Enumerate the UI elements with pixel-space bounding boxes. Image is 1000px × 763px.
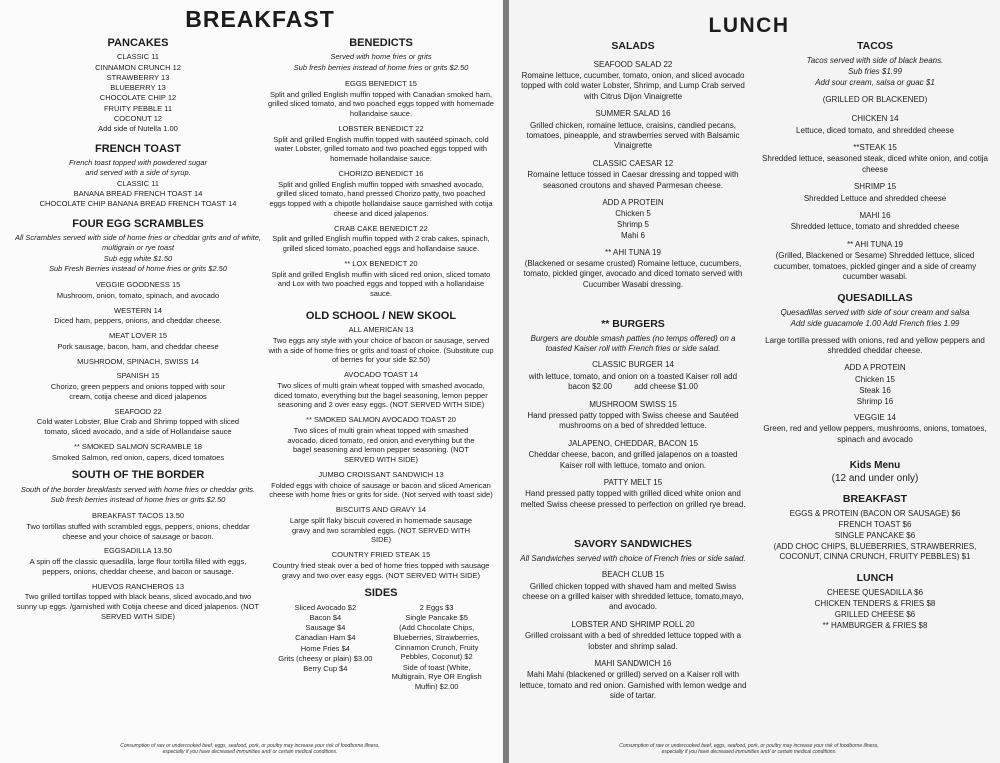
section-note: Sub Fresh Berries instead of home fries or grits $2.50 bbox=[48, 264, 227, 274]
kids-item: GRILLED CHEESE $6 bbox=[834, 609, 916, 619]
lunch-page bbox=[509, 0, 1000, 763]
breakfast-right-column bbox=[268, 30, 494, 692]
item-desc: Lettuce, diced tomato, and shredded cheese bbox=[796, 125, 954, 135]
lunch-footer: Consumption of raw or undercooked beef, eggs, seafood, pork, or poultry may increase your risk of foodborne illness, especially if you have decreased immunities and/ or certain medical conditions. bbox=[619, 743, 879, 755]
item-desc: A spin off the classic quesadilla, large flour tortilla filled with eggs, peppers, onions, cheddar cheese, and bacon or sausage. bbox=[29, 557, 247, 576]
section-note: Served with home fries or grits bbox=[330, 52, 432, 62]
item-desc: Split and grilled English muffin topped with Canadian smoked ham, grilled sliced tomato, and two poached eggs topped with homemade hollandaise sauce. bbox=[268, 89, 494, 119]
item-name: **STEAK 15 bbox=[853, 142, 897, 152]
protein-item: Chicken 5 bbox=[615, 209, 651, 219]
item-name: SUMMER SALAD 16 bbox=[595, 109, 671, 119]
item-desc: Shredded Lettuce and shredded cheese bbox=[803, 193, 947, 203]
section-note: Add sour cream, salsa or guac $1 bbox=[815, 78, 935, 88]
menu-item: COCONUT 12 bbox=[113, 113, 163, 123]
item-name: CHICKEN 14 bbox=[851, 114, 899, 124]
section-note: South of the border breakfasts served with home fries or cheddar grits. bbox=[20, 484, 256, 494]
item-name: ** AHI TUNA 19 bbox=[605, 247, 661, 257]
item-desc: Split and grilled English muffin topped with smashed avocado, grilled sliced tomato, hand pressed Chorizo patty, two poached eggs topped with a chipotle hollandaise sauce garnished with cotija cheese and diced jalapenos. bbox=[269, 179, 493, 218]
lunch-right-column bbox=[757, 34, 993, 632]
tacos-header: TACOS bbox=[857, 40, 893, 52]
item-name: SEAFOOD 22 bbox=[114, 406, 162, 416]
section-note: French toast topped with powdered sugar and served with a side of syrup. bbox=[69, 158, 207, 177]
item-name: ** LOX BENEDICT 20 bbox=[344, 258, 418, 268]
item-desc: Shredded lettuce, tomato and shredded cheese bbox=[790, 222, 960, 232]
item-desc: Grilled croissant with a bed of shredded lettuce topped with a lobster and shrimp salad. bbox=[524, 631, 742, 651]
breakfast-left-column bbox=[6, 30, 270, 627]
section-note: All Scrambles served with side of home fries or cheddar grits and of white, multigrain or rye toast bbox=[15, 233, 261, 252]
menu-item: CLASSIC 11 bbox=[117, 52, 159, 62]
kids-item: EGGS & PROTEIN (BACON OR SAUSAGE) $6 bbox=[789, 508, 961, 518]
item-desc: Romaine lettuce tossed in Caesar dressing and topped with seasoned croutons and shaved Parmesan cheese. bbox=[527, 170, 739, 190]
item-name: JUMBO CROISSANT SANDWICH 13 bbox=[318, 469, 444, 479]
item-desc: Two tortillas stuffed with scrambled eggs, peppers, onions, cheddar cheese and your choice of sausage or bacon. bbox=[26, 521, 250, 541]
item-desc: Grilled chicken, romaine lettuce, craisins, candied pecans, tomatoes, pineapple, and strawberries served with Balsamic Vinaigrette bbox=[526, 120, 740, 151]
item-name: HUEVOS RANCHEROS 13 bbox=[91, 581, 185, 591]
menu-item: BLUEBERRY 13 bbox=[110, 83, 166, 93]
item-desc: Green, red and yellow peppers, mushrooms, onions, tomatoes, spinach and avocado bbox=[763, 424, 987, 444]
item-desc: Grilled chicken topped with shaved ham and melted Swiss cheese on a grilled kaiser with shredded lettuce, tomato,mayo, and avocado. bbox=[522, 581, 744, 612]
item-name: CLASSIC BURGER 14 bbox=[592, 360, 674, 370]
section-note: Sub fries $1.99 bbox=[848, 67, 902, 77]
menu-item: CHOCOLATE CHIP BANANA BREAD FRENCH TOAST 14 bbox=[39, 199, 237, 209]
scrambles-header: FOUR EGG SCRAMBLES bbox=[72, 217, 204, 230]
item-desc: Split and grilled English muffin topped with 2 crab cakes, spinach, grilled sliced tomato, poached eggs and hollandaise sauce. bbox=[272, 234, 490, 254]
french-toast-section bbox=[6, 142, 270, 209]
side-item: (Add Chocolate Chips, Blueberries, Strawberries, Cinnamon Crunch, Fruity Pebbles, Coconut) $2 bbox=[393, 623, 480, 662]
item-desc: Diced ham, peppers, onions, and cheddar cheese. bbox=[54, 316, 222, 326]
kids-subheader: (12 and under only) bbox=[831, 473, 919, 485]
item-desc: Two slices of multi grain wheat topped with smashed avocado, diced tomato, everything but the bagel seasoning, lemon pepper seasoning and 2 over easy eggs. (NOT SERVED WITH SIDE) bbox=[274, 380, 488, 410]
tacos-section bbox=[757, 40, 993, 282]
item-desc: Two eggs any style with your choice of bacon or sausage, served with a side of home fries or grits and toast of choice. (Substitute cup of berries for your side $2.50) bbox=[268, 335, 494, 365]
kids-breakfast-header: BREAKFAST bbox=[842, 493, 908, 506]
item-name: CHORIZO BENEDICT 16 bbox=[338, 168, 424, 178]
kids-item: ** HAMBURGER & FRIES $8 bbox=[822, 620, 928, 630]
item-name: SPANISH 15 bbox=[116, 371, 160, 381]
menu-item: STRAWBERRY 13 bbox=[106, 72, 170, 82]
item-name: SHRIMP 15 bbox=[853, 182, 897, 192]
item-name: AVOCADO TOAST 14 bbox=[343, 370, 419, 380]
sides-right-list bbox=[385, 603, 488, 693]
item-name: ** AHI TUNA 19 bbox=[847, 239, 903, 249]
burgers-section bbox=[517, 318, 749, 510]
section-note: Sub fresh berries instead of home fries or grits $2.50 bbox=[293, 63, 469, 73]
pancakes-header: PANCAKES bbox=[107, 37, 169, 49]
breakfast-footer: Consumption of raw or undercooked beef, eggs, seafood, pork, or poultry may increase your risk of foodborne illness, especially if you have decreased immunities and/ or certain medical conditions. bbox=[120, 743, 380, 755]
menu-item: CHOCOLATE CHIP 12 bbox=[99, 93, 177, 103]
side-item: 2 Eggs $3 bbox=[419, 602, 454, 612]
section-note: Tacos served with side of black beans. bbox=[806, 55, 944, 65]
benedicts-section bbox=[268, 36, 494, 299]
benedicts-header: BENEDICTS bbox=[349, 37, 413, 49]
item-name: LOBSTER AND SHRIMP ROLL 20 bbox=[571, 619, 695, 629]
side-item: Berry Cup $4 bbox=[303, 664, 348, 674]
breakfast-title: BREAKFAST bbox=[185, 6, 335, 32]
kids-header: Kids Menu bbox=[849, 460, 901, 472]
item-name: EGGS BENEDICT 15 bbox=[345, 78, 417, 88]
protein-item: Steak 16 bbox=[859, 385, 891, 395]
item-desc: Country fried steak over a bed of home fries topped with sausage gravy and two over easy eggs. (NOT SERVED WITH SIDE) bbox=[272, 560, 490, 580]
item-desc: Two grilled tortillas topped with black beans, sliced avocado,and two sunny up eggs. /garnished with Cotija cheese and diced jalapenos. (NOT SERVED WITH SIDE) bbox=[16, 592, 260, 621]
item-name: JALAPENO, CHEDDAR, BACON 15 bbox=[568, 438, 698, 448]
kids-item: SINGLE PANCAKE $6 bbox=[834, 530, 916, 540]
item-desc: Mushroom, onion, tomato, spinach, and avocado bbox=[56, 290, 220, 300]
item-desc: Hand pressed patty topped with Swiss cheese and Sautéed mushrooms on a bed of shredded lettuce. bbox=[527, 411, 739, 431]
item-name: LOBSTER BENEDICT 22 bbox=[338, 123, 424, 133]
burgers-header: ** BURGERS bbox=[601, 318, 665, 331]
kids-item: CHEESE QUESADILLA $6 bbox=[826, 587, 924, 597]
old-school-header: OLD SCHOOL / NEW SKOOL bbox=[305, 309, 457, 322]
kids-item: FRENCH TOAST $6 bbox=[838, 519, 912, 529]
item-name: MAHI 16 bbox=[859, 210, 891, 220]
lunch-left-column bbox=[517, 34, 749, 709]
sandwiches-section bbox=[517, 538, 749, 701]
item-desc: Shredded lettuce, seasoned steak, diced white onion, and cotija cheese bbox=[762, 154, 988, 174]
border-section bbox=[6, 468, 270, 621]
protein-header: ADD A PROTEIN bbox=[844, 363, 906, 373]
item-desc: Cold water Lobster, Blue Crab and Shrimp topped with sliced tomato, sliced avocado, and a side of Hollandaise sauce bbox=[36, 417, 240, 437]
item-name: BREAKFAST TACOS 13.50 bbox=[91, 511, 185, 521]
item-desc: Pork sausage, bacon, ham, and cheddar cheese bbox=[57, 341, 219, 351]
item-desc: Split and grilled English muffin topped with sautéed spinach, cold water Lobster, grilled tomato and two poached eggs topped with homemade hollandaise sauce. bbox=[273, 134, 489, 164]
menu-item: FRUITY PEBBLE 11 bbox=[103, 103, 173, 113]
old-school-section bbox=[268, 309, 494, 581]
item-name: CRAB CAKE BENEDICT 22 bbox=[334, 223, 428, 233]
scrambles-section bbox=[6, 217, 270, 463]
side-item: Home Fries $4 bbox=[300, 643, 350, 653]
item-name: MUSHROOM, SPINACH, SWISS 14 bbox=[77, 356, 199, 366]
pancakes-section bbox=[6, 36, 270, 134]
item-desc: Hand pressed patty topped with grilled diced white onion and melted Swiss cheese pressed to perfection on grilled rye bread. bbox=[520, 489, 746, 509]
side-item: Sausage $4 bbox=[305, 623, 346, 633]
item-name: WESTERN 14 bbox=[114, 305, 162, 315]
taco-style: (GRILLED OR BLACKENED) bbox=[822, 94, 928, 104]
sides-left-list bbox=[274, 603, 377, 693]
item-desc: with lettuce, tomato, and onion on a toasted Kaiser roll add bacon $2.00 add cheese $1.00 bbox=[528, 371, 740, 392]
item-desc: Chorizo, green peppers and onions topped with sour cream, cotija cheese and diced jalapenos bbox=[50, 382, 226, 401]
item-desc: (Grilled, Blackened or Sesame) Shredded lettuce, sliced cucumber, tomatoes, pickled ginger and a side of creamy cucumber wasabi. bbox=[773, 251, 977, 281]
french-toast-header: FRENCH TOAST bbox=[95, 142, 181, 155]
lunch-title: LUNCH bbox=[708, 14, 790, 37]
salads-section bbox=[517, 40, 749, 290]
item-desc: Two slices of multi grain wheat topped with smashed avocado, diced tomato, red onion and everything but the bagel seasoning and lemon pepper seasoning. (NOT SERVED WITH SIDE) bbox=[287, 425, 475, 465]
quesadillas-header: QUESADILLAS bbox=[837, 292, 913, 305]
side-item: Bacon $4 bbox=[309, 612, 342, 622]
item-desc: Cheddar cheese, bacon, and grilled jalapenos on a toasted Kaiser roll with lettuce, tomato and onion. bbox=[528, 450, 738, 470]
quesadillas-section bbox=[757, 292, 993, 445]
menu-item: CLASSIC 11 bbox=[117, 178, 159, 188]
item-name: MEAT LOVER 15 bbox=[108, 331, 168, 341]
salads-header: SALADS bbox=[611, 40, 655, 52]
border-header: SOUTH OF THE BORDER bbox=[71, 469, 205, 482]
sandwiches-header: SAVORY SANDWICHES bbox=[574, 538, 692, 551]
side-item: Grits (cheesy or plain) $3.00 bbox=[278, 653, 373, 663]
item-name: MUSHROOM SWISS 15 bbox=[589, 399, 677, 409]
item-name: EGGSADILLA 13.50 bbox=[104, 546, 172, 556]
side-item: Canadian Ham $4 bbox=[295, 633, 356, 643]
item-name: SEAFOOD SALAD 22 bbox=[593, 59, 673, 69]
item-name: CLASSIC CAESAR 12 bbox=[592, 158, 674, 168]
protein-item: Shrimp 5 bbox=[616, 220, 649, 230]
sides-grid bbox=[268, 603, 494, 693]
kids-lunch-header: LUNCH bbox=[856, 572, 894, 585]
item-name: PATTY MELT 15 bbox=[603, 478, 663, 487]
section-note: Burgers are double smash patties (no temps offered) on a toasted Kaiser roll with French fries or side salad. bbox=[530, 333, 736, 354]
protein-header: ADD A PROTEIN bbox=[602, 197, 664, 207]
side-item: Sliced Avocado $2 bbox=[294, 602, 357, 612]
side-item: Side of toast (White, Multigrain, Rye OR English Muffin) $2.00 bbox=[391, 662, 482, 692]
item-name: ALL AMERICAN 13 bbox=[348, 325, 414, 335]
sides-section bbox=[268, 586, 494, 692]
item-name: VEGGIE GOODNESS 15 bbox=[95, 280, 181, 290]
menu-item: BANANA BREAD FRENCH TOAST 14 bbox=[73, 188, 203, 198]
kids-item: (ADD CHOC CHIPS, BLUEBERRIES, STRAWBERRIES, COCONUT, CINNA CRUNCH, FRUITY PEBBLES) $1 bbox=[773, 541, 977, 561]
protein-item: Shrimp 16 bbox=[856, 396, 894, 406]
section-note: All Sandwiches served with choice of French fries or side salad. bbox=[520, 553, 746, 563]
item-desc: Split and grilled English muffin with sliced red onion, sliced tomato and Lox with two poached eggs and topped with a hollandaise sauce. bbox=[271, 269, 491, 299]
side-item: Single Pancake $5 bbox=[405, 612, 468, 622]
kids-section bbox=[757, 459, 993, 631]
item-desc: (Blackened or sesame crusted) Romaine lettuce, cucumbers, tomato, pickled ginger, avocado and diced tomato served with Cucumber Wasabi dressing. bbox=[523, 258, 743, 289]
protein-item: Mahi 6 bbox=[620, 231, 645, 241]
item-name: COUNTRY FRIED STEAK 15 bbox=[331, 550, 431, 560]
item-name: ** SMOKED SALMON SCRAMBLE 18 bbox=[74, 441, 202, 451]
item-name: MAHI SANDWICH 16 bbox=[594, 658, 672, 668]
section-note: Add side guacamole 1.00 Add French fries 1.99 bbox=[790, 319, 960, 329]
kids-item: CHICKEN TENDERS & FRIES $8 bbox=[814, 598, 936, 608]
item-desc: Large tortilla pressed with onions, red and yellow peppers and shredded cheddar cheese. bbox=[765, 335, 985, 356]
item-name: ** SMOKED SALMON AVOCADO TOAST 20 bbox=[306, 415, 456, 425]
menu-item: CINNAMON CRUNCH 12 bbox=[95, 62, 181, 72]
item-name: VEGGIE 14 bbox=[854, 413, 896, 423]
section-note: Quesadillas served with side of sour cream and salsa bbox=[780, 307, 970, 317]
section-note: Sub fresh berries instead of home fries or grits $2.50 bbox=[50, 495, 226, 505]
item-desc: Romaine lettuce, cucumber, tomato, onion, and sliced avocado topped with cold water Lobster, Shrimp, and Lump Crab served with Citrus Dijon Vinaigrette bbox=[521, 71, 745, 101]
item-desc: Smoked Salmon, red onion, capers, diced tomatoes bbox=[51, 452, 225, 462]
section-note: Sub egg white $1.50 bbox=[103, 253, 173, 263]
protein-item: Chicken 15 bbox=[854, 374, 896, 384]
item-name: BEACH CLUB 15 bbox=[601, 570, 665, 580]
item-desc: Mahi Mahi (blackened or grilled) served on a Kaiser roll with lettuce, tomato and red onion. Garnished with lemon wedge and side of tartar. bbox=[519, 670, 747, 701]
menu-item: Add side of Nutella 1.00 bbox=[98, 124, 178, 134]
item-desc: Large split flaky biscuit covered in homemade sausage gravy and two scrambled eggs. (NOT SERVED WITH SIDE) bbox=[289, 515, 473, 545]
sides-header: SIDES bbox=[364, 587, 398, 600]
item-desc: Folded eggs with choice of sausage or bacon and sliced American cheese with home fries or grits for side. (Not served with toast side) bbox=[269, 480, 493, 500]
item-name: BISCUITS AND GRAVY 14 bbox=[335, 505, 427, 515]
